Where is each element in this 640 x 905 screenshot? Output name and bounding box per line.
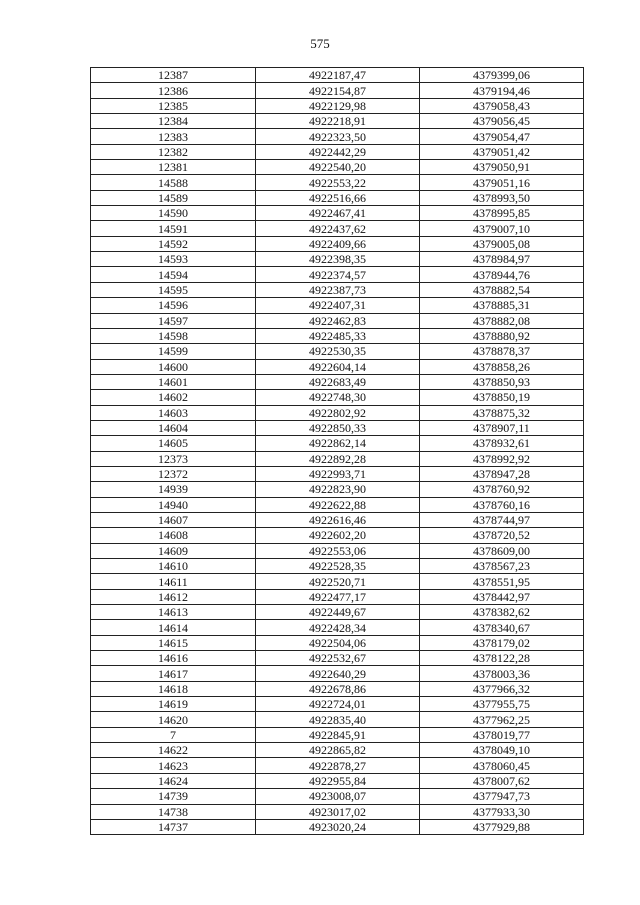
y-coordinate-cell: 4378340,67 xyxy=(420,620,584,635)
table-row xyxy=(91,804,584,819)
point-id-cell: 14604 xyxy=(91,420,256,435)
table-row xyxy=(91,497,584,512)
point-id-cell: 14616 xyxy=(91,651,256,666)
x-coordinate-cell: 4922437,62 xyxy=(256,221,420,236)
point-id-cell: 14608 xyxy=(91,528,256,543)
x-coordinate-cell: 4922640,29 xyxy=(256,666,420,681)
x-coordinate-cell: 4922485,33 xyxy=(256,328,420,343)
x-coordinate-cell: 4922398,35 xyxy=(256,252,420,267)
coordinates-table-body xyxy=(91,68,584,835)
table-row xyxy=(91,344,584,359)
y-coordinate-cell: 4378007,62 xyxy=(420,773,584,788)
table-row xyxy=(91,98,584,113)
table-row xyxy=(91,252,584,267)
table-row xyxy=(91,282,584,297)
x-coordinate-cell: 4922387,73 xyxy=(256,282,420,297)
table-row xyxy=(91,512,584,527)
table-row xyxy=(91,313,584,328)
x-coordinate-cell: 4923017,02 xyxy=(256,804,420,819)
point-id-cell: 14595 xyxy=(91,282,256,297)
y-coordinate-cell: 4378760,16 xyxy=(420,497,584,512)
point-id-cell: 14594 xyxy=(91,267,256,282)
table-row xyxy=(91,221,584,236)
x-coordinate-cell: 4922748,30 xyxy=(256,390,420,405)
x-coordinate-cell: 4922553,22 xyxy=(256,175,420,190)
x-coordinate-cell: 4922835,40 xyxy=(256,712,420,727)
table-row xyxy=(91,681,584,696)
y-coordinate-cell: 4379399,06 xyxy=(420,68,584,83)
y-coordinate-cell: 4378049,10 xyxy=(420,743,584,758)
table-row xyxy=(91,466,584,481)
y-coordinate-cell: 4378995,85 xyxy=(420,206,584,221)
x-coordinate-cell: 4922540,20 xyxy=(256,160,420,175)
point-id-cell: 14607 xyxy=(91,512,256,527)
table-row xyxy=(91,743,584,758)
x-coordinate-cell: 4922516,66 xyxy=(256,190,420,205)
point-id-cell: 12387 xyxy=(91,68,256,83)
point-id-cell: 12372 xyxy=(91,466,256,481)
x-coordinate-cell: 4922528,35 xyxy=(256,559,420,574)
y-coordinate-cell: 4379007,10 xyxy=(420,221,584,236)
point-id-cell: 14614 xyxy=(91,620,256,635)
y-coordinate-cell: 4378720,52 xyxy=(420,528,584,543)
point-id-cell: 14737 xyxy=(91,819,256,834)
point-id-cell: 14593 xyxy=(91,252,256,267)
x-coordinate-cell: 4922604,14 xyxy=(256,359,420,374)
point-id-cell: 14596 xyxy=(91,298,256,313)
table-row xyxy=(91,436,584,451)
point-id-cell: 14609 xyxy=(91,543,256,558)
table-row xyxy=(91,114,584,129)
y-coordinate-cell: 4378442,97 xyxy=(420,589,584,604)
x-coordinate-cell: 4922823,90 xyxy=(256,482,420,497)
table-row xyxy=(91,651,584,666)
point-id-cell: 14615 xyxy=(91,635,256,650)
x-coordinate-cell: 4922467,41 xyxy=(256,206,420,221)
table-row xyxy=(91,789,584,804)
x-coordinate-cell: 4922845,91 xyxy=(256,727,420,742)
table-row xyxy=(91,620,584,635)
y-coordinate-cell: 4378878,37 xyxy=(420,344,584,359)
coordinates-table xyxy=(90,67,584,835)
point-id-cell: 12383 xyxy=(91,129,256,144)
y-coordinate-cell: 4378567,23 xyxy=(420,559,584,574)
table-row xyxy=(91,712,584,727)
point-id-cell: 14620 xyxy=(91,712,256,727)
x-coordinate-cell: 4922616,46 xyxy=(256,512,420,527)
y-coordinate-cell: 4379051,16 xyxy=(420,175,584,190)
point-id-cell: 14618 xyxy=(91,681,256,696)
point-id-cell: 14624 xyxy=(91,773,256,788)
y-coordinate-cell: 4378947,28 xyxy=(420,466,584,481)
table-row xyxy=(91,451,584,466)
y-coordinate-cell: 4379050,91 xyxy=(420,160,584,175)
point-id-cell: 14599 xyxy=(91,344,256,359)
y-coordinate-cell: 4379056,45 xyxy=(420,114,584,129)
y-coordinate-cell: 4379005,08 xyxy=(420,236,584,251)
y-coordinate-cell: 4377929,88 xyxy=(420,819,584,834)
point-id-cell: 14939 xyxy=(91,482,256,497)
point-id-cell: 12384 xyxy=(91,114,256,129)
table-row xyxy=(91,773,584,788)
point-id-cell: 14588 xyxy=(91,175,256,190)
point-id-cell: 14591 xyxy=(91,221,256,236)
x-coordinate-cell: 4922878,27 xyxy=(256,758,420,773)
point-id-cell: 14611 xyxy=(91,574,256,589)
y-coordinate-cell: 4377933,30 xyxy=(420,804,584,819)
y-coordinate-cell: 4377955,75 xyxy=(420,697,584,712)
point-id-cell: 12382 xyxy=(91,144,256,159)
point-id-cell: 14613 xyxy=(91,605,256,620)
x-coordinate-cell: 4922407,31 xyxy=(256,298,420,313)
page-number: 575 xyxy=(310,36,330,51)
table-row xyxy=(91,129,584,144)
point-id-cell: 14602 xyxy=(91,390,256,405)
table-row xyxy=(91,589,584,604)
x-coordinate-cell: 4922993,71 xyxy=(256,466,420,481)
x-coordinate-cell: 4922602,20 xyxy=(256,528,420,543)
table-row xyxy=(91,528,584,543)
table-row xyxy=(91,819,584,834)
x-coordinate-cell: 4922409,66 xyxy=(256,236,420,251)
x-coordinate-cell: 4922862,14 xyxy=(256,436,420,451)
point-id-cell: 12381 xyxy=(91,160,256,175)
table-row xyxy=(91,482,584,497)
x-coordinate-cell: 4922449,67 xyxy=(256,605,420,620)
y-coordinate-cell: 4378984,97 xyxy=(420,252,584,267)
point-id-cell: 14597 xyxy=(91,313,256,328)
y-coordinate-cell: 4379194,46 xyxy=(420,83,584,98)
y-coordinate-cell: 4378609,00 xyxy=(420,543,584,558)
x-coordinate-cell: 4922532,67 xyxy=(256,651,420,666)
point-id-cell: 14590 xyxy=(91,206,256,221)
table-row xyxy=(91,83,584,98)
y-coordinate-cell: 4378882,54 xyxy=(420,282,584,297)
x-coordinate-cell: 4922428,34 xyxy=(256,620,420,635)
x-coordinate-cell: 4922678,86 xyxy=(256,681,420,696)
x-coordinate-cell: 4923008,07 xyxy=(256,789,420,804)
x-coordinate-cell: 4922323,50 xyxy=(256,129,420,144)
y-coordinate-cell: 4378885,31 xyxy=(420,298,584,313)
y-coordinate-cell: 4378179,02 xyxy=(420,635,584,650)
table-row xyxy=(91,420,584,435)
table-row xyxy=(91,190,584,205)
point-id-cell: 14598 xyxy=(91,328,256,343)
y-coordinate-cell: 4378744,97 xyxy=(420,512,584,527)
table-row xyxy=(91,236,584,251)
y-coordinate-cell: 4378551,95 xyxy=(420,574,584,589)
table-row xyxy=(91,144,584,159)
y-coordinate-cell: 4378875,32 xyxy=(420,405,584,420)
point-id-cell: 14605 xyxy=(91,436,256,451)
table-row xyxy=(91,574,584,589)
table-row xyxy=(91,267,584,282)
point-id-cell: 14738 xyxy=(91,804,256,819)
x-coordinate-cell: 4922520,71 xyxy=(256,574,420,589)
y-coordinate-cell: 4378850,93 xyxy=(420,374,584,389)
y-coordinate-cell: 4378850,19 xyxy=(420,390,584,405)
x-coordinate-cell: 4923020,24 xyxy=(256,819,420,834)
point-id-cell: 14589 xyxy=(91,190,256,205)
y-coordinate-cell: 4377947,73 xyxy=(420,789,584,804)
table-row xyxy=(91,298,584,313)
y-coordinate-cell: 4378760,92 xyxy=(420,482,584,497)
y-coordinate-cell: 4378858,26 xyxy=(420,359,584,374)
y-coordinate-cell: 4378882,08 xyxy=(420,313,584,328)
point-id-cell: 14622 xyxy=(91,743,256,758)
point-id-cell: 14603 xyxy=(91,405,256,420)
point-id-cell: 14601 xyxy=(91,374,256,389)
y-coordinate-cell: 4378907,11 xyxy=(420,420,584,435)
y-coordinate-cell: 4378060,45 xyxy=(420,758,584,773)
x-coordinate-cell: 4922530,35 xyxy=(256,344,420,359)
point-id-cell: 14600 xyxy=(91,359,256,374)
point-id-cell: 12373 xyxy=(91,451,256,466)
point-id-cell: 14617 xyxy=(91,666,256,681)
x-coordinate-cell: 4922955,84 xyxy=(256,773,420,788)
x-coordinate-cell: 4922442,29 xyxy=(256,144,420,159)
y-coordinate-cell: 4378944,76 xyxy=(420,267,584,282)
point-id-cell: 12385 xyxy=(91,98,256,113)
table-row xyxy=(91,206,584,221)
y-coordinate-cell: 4377966,32 xyxy=(420,681,584,696)
point-id-cell: 7 xyxy=(91,727,256,742)
y-coordinate-cell: 4378122,28 xyxy=(420,651,584,666)
point-id-cell: 14619 xyxy=(91,697,256,712)
table-row xyxy=(91,559,584,574)
x-coordinate-cell: 4922187,47 xyxy=(256,68,420,83)
table-row xyxy=(91,68,584,83)
point-id-cell: 12386 xyxy=(91,83,256,98)
table-row xyxy=(91,635,584,650)
table-row xyxy=(91,390,584,405)
point-id-cell: 14612 xyxy=(91,589,256,604)
x-coordinate-cell: 4922724,01 xyxy=(256,697,420,712)
table-row xyxy=(91,160,584,175)
x-coordinate-cell: 4922892,28 xyxy=(256,451,420,466)
y-coordinate-cell: 4378382,62 xyxy=(420,605,584,620)
x-coordinate-cell: 4922504,06 xyxy=(256,635,420,650)
y-coordinate-cell: 4378880,92 xyxy=(420,328,584,343)
y-coordinate-cell: 4378993,50 xyxy=(420,190,584,205)
x-coordinate-cell: 4922865,82 xyxy=(256,743,420,758)
table-row xyxy=(91,758,584,773)
table-row xyxy=(91,175,584,190)
table-row xyxy=(91,666,584,681)
y-coordinate-cell: 4378019,77 xyxy=(420,727,584,742)
x-coordinate-cell: 4922218,91 xyxy=(256,114,420,129)
table-row xyxy=(91,543,584,558)
point-id-cell: 14739 xyxy=(91,789,256,804)
point-id-cell: 14940 xyxy=(91,497,256,512)
point-id-cell: 14610 xyxy=(91,559,256,574)
point-id-cell: 14592 xyxy=(91,236,256,251)
x-coordinate-cell: 4922850,33 xyxy=(256,420,420,435)
x-coordinate-cell: 4922622,88 xyxy=(256,497,420,512)
table-row xyxy=(91,405,584,420)
x-coordinate-cell: 4922802,92 xyxy=(256,405,420,420)
table-row xyxy=(91,727,584,742)
x-coordinate-cell: 4922129,98 xyxy=(256,98,420,113)
x-coordinate-cell: 4922553,06 xyxy=(256,543,420,558)
x-coordinate-cell: 4922374,57 xyxy=(256,267,420,282)
point-id-cell: 14623 xyxy=(91,758,256,773)
x-coordinate-cell: 4922683,49 xyxy=(256,374,420,389)
y-coordinate-cell: 4377962,25 xyxy=(420,712,584,727)
x-coordinate-cell: 4922477,17 xyxy=(256,589,420,604)
y-coordinate-cell: 4379058,43 xyxy=(420,98,584,113)
table-row xyxy=(91,359,584,374)
table-row xyxy=(91,328,584,343)
x-coordinate-cell: 4922154,87 xyxy=(256,83,420,98)
y-coordinate-cell: 4378003,36 xyxy=(420,666,584,681)
x-coordinate-cell: 4922462,83 xyxy=(256,313,420,328)
table-row xyxy=(91,374,584,389)
table-row xyxy=(91,605,584,620)
y-coordinate-cell: 4379054,47 xyxy=(420,129,584,144)
y-coordinate-cell: 4378992,92 xyxy=(420,451,584,466)
y-coordinate-cell: 4379051,42 xyxy=(420,144,584,159)
table-row xyxy=(91,697,584,712)
y-coordinate-cell: 4378932,61 xyxy=(420,436,584,451)
